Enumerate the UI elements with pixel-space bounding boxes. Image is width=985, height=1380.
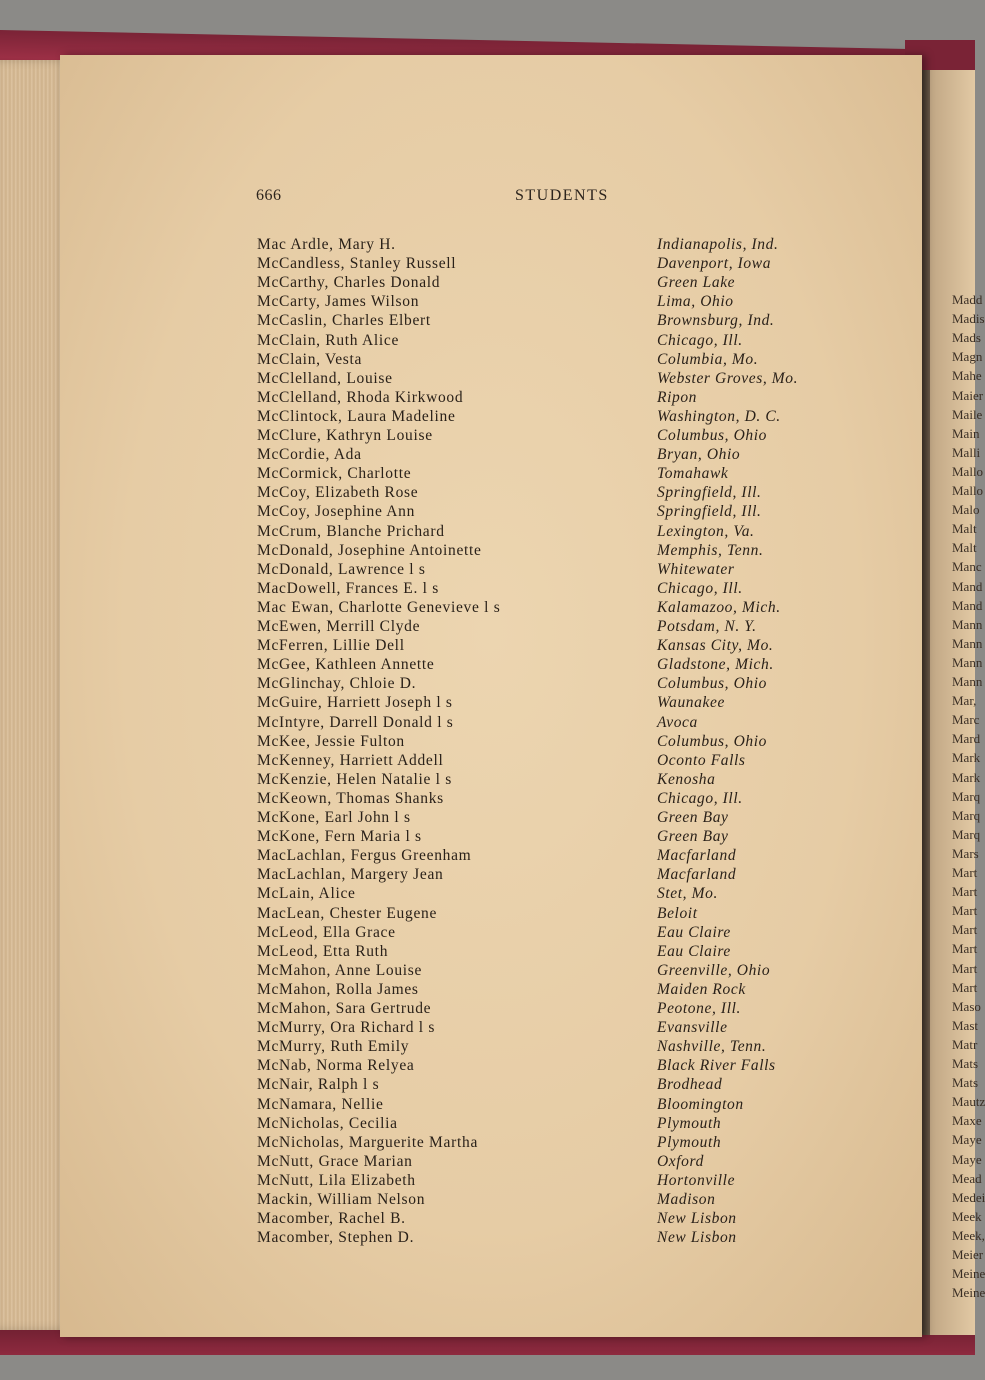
list-item [257,293,857,312]
student-name: McKone, Fern Maria l s [257,828,422,846]
facing-page-fragment: Medei [952,1189,985,1205]
student-hometown: Kenosha [657,770,716,788]
list-item [257,408,857,427]
student-name: McNicholas, Marguerite Martha [257,1133,479,1151]
student-hometown: Green Lake [657,274,736,292]
student-name: McKeown, Thomas Shanks [257,789,444,807]
facing-page-fragment: Mann [952,635,983,651]
facing-page-fragment: Mautz [952,1094,985,1110]
student-name: McNair, Ralph l s [257,1076,380,1094]
student-name: McNutt, Grace Marian [257,1152,413,1170]
student-name: McMurry, Ora Richard l s [257,1019,436,1037]
student-name: Mac Ardle, Mary H. [257,236,396,253]
list-item [257,351,857,370]
student-name: McIntyre, Darrell Donald l s [257,713,454,731]
list-item [257,1096,857,1115]
student-name: McCormick, Charlotte [257,465,412,483]
list-item [257,599,857,618]
list-item [257,1019,857,1038]
student-hometown: Peotone, Ill. [657,1000,741,1017]
student-name: McLeod, Ella Grace [257,923,396,941]
facing-page-fragment: Malli [952,444,981,460]
running-head: STUDENTS [515,187,609,204]
student-hometown: New Lisbon [657,1210,737,1228]
student-name: Mackin, William Nelson [257,1191,426,1208]
facing-page-fragment: Matr [952,1036,978,1052]
facing-page-fragment: Mart [952,884,978,900]
facing-page-fragment: Meek [952,1208,982,1224]
facing-page-fragment: Maier [952,387,984,403]
student-hometown: Oxford [657,1152,704,1170]
list-item [257,1057,857,1076]
list-item [257,503,857,522]
facing-page-fragment: Meek, [952,1227,985,1243]
student-name: McGuire, Harriett Joseph l s [257,694,453,712]
facing-page-fragment: Mart [952,865,978,880]
list-item [257,981,857,1000]
facing-page-fragment: Mard [952,731,981,747]
list-item [257,1115,857,1134]
student-name: McCaslin, Charles Elbert [257,312,431,330]
student-hometown: Eau Claire [657,942,731,960]
list-item [257,523,857,542]
student-name: MacLachlan, Fergus Greenham [257,847,472,865]
student-name: McCandless, Stanley Russell [257,255,457,273]
facing-page-fragment: Maye [952,1151,982,1167]
list-item [257,924,857,943]
student-name: MacDowell, Frances E. l s [257,579,439,597]
facing-page-strip [928,70,985,1335]
list-item [257,484,857,503]
student-hometown: Columbus, Ohio [657,732,768,750]
student-hometown: Lexington, Va. [657,522,755,540]
student-hometown: Green Bay [657,828,729,846]
list-item [257,465,857,484]
list-item [257,618,857,637]
student-hometown: Columbus, Ohio [657,427,768,444]
facing-page-fragment: Mahe [952,368,982,384]
student-name: McMahon, Sara Gertrude [257,1000,432,1017]
student-hometown: Gladstone, Mich. [657,656,774,674]
list-item [257,427,857,446]
student-hometown: Nashville, Tenn. [657,1038,767,1056]
student-hometown: Indianapolis, Ind. [657,236,779,253]
facing-page-fragment: Mand [952,597,983,613]
page-number: 666 [256,187,282,204]
student-name: McMurry, Ruth Emily [257,1038,410,1056]
facing-page-fragment: Mart [952,941,978,957]
facing-page-fragment: Mead [952,1170,982,1186]
facing-page-fragment: Mand [952,578,983,594]
student-hometown: Oconto Falls [657,751,746,769]
student-name: McMahon, Anne Louise [257,961,423,979]
student-name: MacLean, Chester Eugene [257,904,438,922]
facing-page-fragment: Magn [952,349,983,365]
student-name: Mac Ewan, Charlotte Genevieve l s [257,598,501,616]
student-hometown: Chicago, Ill. [657,331,743,349]
list-item [257,847,857,866]
list-item [257,1153,857,1172]
student-hometown: Green Bay [657,809,729,826]
student-hometown: Webster Groves, Mo. [657,369,799,387]
list-item [257,274,857,293]
list-item [257,1134,857,1153]
student-name: Macomber, Stephen D. [257,1229,415,1247]
student-name: McNutt, Lila Elizabeth [257,1171,416,1189]
student-hometown: Waunakee [657,694,725,712]
student-hometown: Madison [657,1191,716,1208]
student-name: McKone, Earl John l s [257,809,411,826]
student-hometown: Whitewater [657,560,735,578]
student-name: McDonald, Lawrence l s [257,560,426,578]
student-name: McClain, Vesta [257,350,363,368]
student-name: McGee, Kathleen Annette [257,656,435,674]
student-hometown: Brownsburg, Ind. [657,312,775,330]
facing-page-fragment: Mart [952,979,978,995]
facing-page-fragment: Manc [952,559,982,575]
list-item [257,1229,857,1248]
student-name: McLeod, Etta Ruth [257,942,389,960]
student-hometown: Evansville [657,1019,728,1037]
facing-page-fragment: Meine [952,1285,985,1301]
list-item [257,255,857,274]
student-name: McClain, Ruth Alice [257,331,400,349]
list-item [257,542,857,561]
list-item [257,809,857,828]
student-hometown: Columbus, Ohio [657,675,768,693]
student-hometown: New Lisbon [657,1229,737,1247]
list-item [257,866,857,885]
student-hometown: Kalamazoo, Mich. [657,598,781,616]
student-hometown: Washington, D. C. [657,407,781,425]
list-item [257,943,857,962]
student-name: Macomber, Rachel B. [257,1210,406,1228]
facing-page-fragment: Marq [952,826,981,842]
list-item [257,1210,857,1229]
student-name: McNamara, Nellie [257,1095,384,1113]
student-hometown: Plymouth [657,1114,722,1132]
student-name: McClelland, Louise [257,369,393,387]
student-name: McNab, Norma Relyea [257,1057,415,1075]
student-hometown: Tomahawk [657,465,729,483]
student-hometown: Hortonville [657,1171,736,1189]
student-hometown: Potsdam, N. Y. [657,618,757,635]
facing-page-fragment: Madis [952,311,985,327]
facing-page-fragment: Mann [952,674,983,689]
facing-page-fragment: Maye [952,1132,982,1148]
list-item [257,752,857,771]
student-hometown: Chicago, Ill. [657,789,743,807]
student-hometown: Springfield, Ill. [657,503,762,521]
list-item [257,656,857,675]
list-item [257,332,857,351]
facing-page-fragment: Meine [952,1266,985,1282]
facing-page-fragment: Madd [952,292,983,307]
facing-page-fragment: Marq [952,807,981,823]
student-name: McClelland, Rhoda Kirkwood [257,388,464,406]
student-name: McClure, Kathryn Louise [257,427,433,444]
facing-page-fragment: Maile [952,406,983,422]
facing-page-fragment: Marq [952,788,981,804]
student-hometown: Eau Claire [657,923,731,941]
facing-page-fragment: Maso [952,998,981,1014]
list-item [257,885,857,904]
student-hometown: Stet, Mo. [657,885,718,903]
facing-page-fragment: Meier [952,1247,984,1262]
list-item [257,905,857,924]
facing-page-fragment: Mallo [952,463,984,479]
facing-page-fragment: Mart [952,903,978,919]
student-name: McKenzie, Helen Natalie l s [257,770,452,788]
student-hometown: Bloomington [657,1095,744,1113]
student-name: McFerren, Lillie Dell [257,637,405,655]
facing-page-fragment: Mark [952,769,981,785]
student-name: McCoy, Elizabeth Rose [257,484,419,502]
facing-page-fragment: Maxe [952,1113,982,1129]
student-hometown: Beloit [657,904,698,922]
facing-page-fragment: Mats [952,1056,978,1071]
student-hometown: Maiden Rock [657,980,746,998]
list-item [257,1191,857,1210]
student-name: McDonald, Josephine Antoinette [257,541,482,559]
list-item [257,1076,857,1095]
student-name: McMahon, Rolla James [257,980,419,998]
student-hometown: Chicago, Ill. [657,579,743,597]
student-hometown: Black River Falls [657,1057,776,1075]
list-item [257,236,857,255]
list-item [257,1000,857,1019]
list-item [257,694,857,713]
student-hometown: Ripon [657,388,698,406]
student-name: McCrum, Blanche Prichard [257,522,445,540]
student-name: McGlinchay, Chloie D. [257,675,417,693]
student-hometown: Greenville, Ohio [657,961,771,979]
facing-page-fragment: Main [952,425,980,441]
list-item [257,580,857,599]
facing-page-fragment: Malt [952,540,977,556]
student-hometown: Plymouth [657,1133,722,1151]
list-item [257,675,857,694]
student-name: McCarty, James Wilson [257,293,420,311]
facing-page-fragment: Malt [952,521,977,537]
student-name: McCarthy, Charles Donald [257,274,441,292]
student-name: MacLachlan, Margery Jean [257,866,444,884]
list-item [257,561,857,580]
student-name: McCoy, Josephine Ann [257,503,416,521]
student-hometown: Springfield, Ill. [657,484,762,502]
list-item [257,370,857,389]
student-hometown: Kansas City, Mo. [657,637,774,655]
student-name: McEwen, Merrill Clyde [257,618,421,635]
facing-page-fragment: Mann [952,654,983,670]
student-hometown: Lima, Ohio [657,293,734,311]
list-item [257,771,857,790]
list-item [257,312,857,331]
list-item [257,733,857,752]
list-item [257,637,857,656]
student-hometown: Brodhead [657,1076,723,1094]
student-hometown: Columbia, Mo. [657,350,759,368]
student-hometown: Macfarland [657,847,737,865]
list-item [257,446,857,465]
list-item [257,828,857,847]
list-item [257,1172,857,1191]
facing-page-fragment: Malo [952,502,980,518]
student-name: McLain, Alice [257,885,356,903]
facing-page-fragment: Mast [952,1017,978,1033]
facing-page-fragment: Mart [952,960,978,976]
student-name: McClintock, Laura Madeline [257,407,456,425]
student-hometown: Macfarland [657,866,737,884]
facing-page-fragment: Mart [952,922,978,938]
facing-page-fragment: Mars [952,845,979,861]
facing-page-fragment: Mallo [952,483,984,498]
list-item [257,389,857,408]
facing-page-fragment: Mats [952,1075,978,1091]
student-name: McCordie, Ada [257,446,362,464]
facing-page-fragment: Marc [952,712,980,728]
list-item [257,790,857,809]
facing-page-fragment: Mar, [952,693,977,709]
list-item [257,1038,857,1057]
list-item [257,714,857,733]
facing-page-fragment: Mads [952,330,981,346]
student-hometown: Memphis, Tenn. [657,541,764,559]
student-hometown: Davenport, Iowa [657,255,772,273]
facing-page-fragment: Mann [952,616,983,632]
student-name: McKenney, Harriett Addell [257,751,444,769]
list-item [257,962,857,981]
student-hometown: Avoca [657,713,698,731]
facing-page-fragment: Mark [952,750,981,766]
student-name: McKee, Jessie Fulton [257,732,405,750]
student-name: McNicholas, Cecilia [257,1114,398,1132]
student-hometown: Bryan, Ohio [657,446,741,464]
